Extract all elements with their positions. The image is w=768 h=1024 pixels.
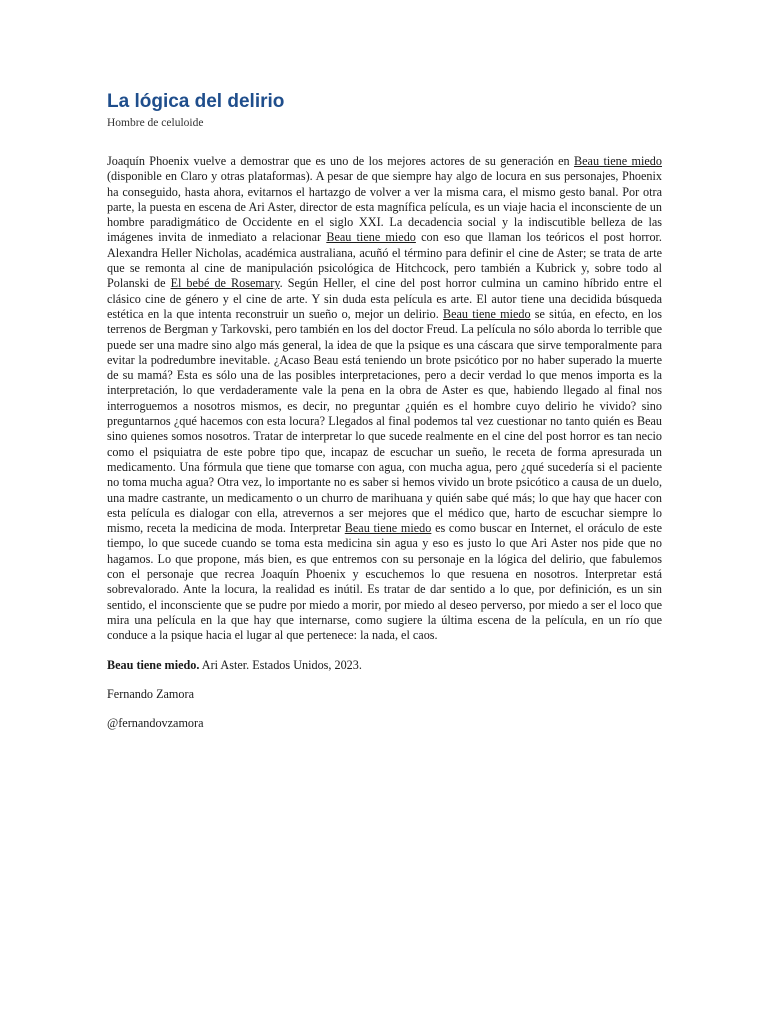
article-subtitle: Hombre de celuloide: [107, 117, 204, 129]
body-text-3: con eso que llaman los teóricos el post horror. Alexandra Heller Nicholas, académica australiana, acuñó el término para definir el cine de Aster; se trata de arte que se remonta al cine de manipulación psicológica de Hitchcock, pero también a Kubrick y, sobre todo al Polanski de: [107, 230, 662, 291]
article: [107, 90, 662, 731]
film-link-2[interactable]: Beau tiene miedo: [326, 230, 416, 245]
film-link-4[interactable]: Beau tiene miedo: [344, 521, 432, 536]
body-text-4: . Según Heller, el cine del post horror culmina un camino híbrido entre el clásico cine de género y el cine de arte. Y sin duda esta película es arte. El autor tiene una decidida búsqueda estética en la que intenta reconstruir un sueño o, mejor un delirio.: [107, 276, 662, 321]
body-text-2: (disponible en Claro y otras plataformas). A pesar de que siempre hay algo de locura en sus personajes, Phoenix ha conseguido, hasta ahora, evitarnos el hartazgo de volver a ver la misma cara, el mismo gesto banal. Por otra parte, la puesta en escena de Ari Aster, director de esta magnífica película, es un viaje hacia el inconsciente de un hombre paradigmático de Occidente en el siglo XXI. La decadencia social y la indiscutible belleza de las imágenes invita de inmediato a relacionar: [107, 169, 662, 245]
film-link-3[interactable]: Beau tiene miedo: [442, 306, 531, 321]
film-credit: [107, 658, 662, 673]
film-credit-title: Beau tiene miedo.: [107, 657, 200, 672]
article-body: [107, 154, 662, 644]
film-link-rosemary[interactable]: El bebé de Rosemary: [170, 276, 280, 291]
film-link-1[interactable]: Beau tiene miedo: [574, 154, 662, 168]
article-title: La lógica del delirio: [107, 91, 285, 112]
author-handle[interactable]: @fernandovzamora: [107, 715, 204, 730]
film-credit-details: Ari Aster. Estados Unidos, 2023.: [199, 657, 362, 672]
body-text-5: se sitúa, en efecto, en los terrenos de Bergman y Tarkovski, pero también en los del doctor Freud. La película no sólo aborda lo terrible que puede ser una madre sino algo más general, la idea de que la psique es una cáscara que sirve temporalmente para evitar la podredumbre inevitable. ¿Acaso Beau está teniendo un brote psicótico por no haber superado la muerte de su mamá? Esta es sólo una de las posibles interpretaciones, pero a decir verdad lo que menos importa es la interpretación, lo que verdaderamente vale la pena en la obra de Aster es que, habiendo llegado al final nos interroguemos a nosotros mismos, es decir, no preguntar ¿quién es el hombre cuyo delirio he vivido? sino preguntarnos ¿qué hacemos con esta locura? Llegados al final podemos tal vez cuestionar no tanto quién es Beau sino quienes somos nosotros. Tratar de interpretar lo que sucede realmente en el cine del post horror es tan necio como el psiquiatra de este pobre tipo que, incapaz de escuchar un sueño, le receta de forma apresurada un medicamento. Una fórmula que tiene que tomarse con agua, con mucha agua, pero ¿qué sucedería si el paciente no toma mucha agua? Otra vez, lo importante no es saber si hemos vivido un brote psicótico a causa de un duelo, una madre castrante, un medicamento o un churro de marihuana y quién sabe qué más; lo que hay que hacer con esta película es dialogar con ella, atrevernos a ser mejores que el médico que, harto de escuchar siempre lo mismo, receta la medicina de moda. Interpretar: [107, 306, 662, 536]
body-text-1: Joaquín Phoenix vuelve a demostrar que es uno de los mejores actores de su generación en: [107, 154, 574, 168]
author-name: Fernando Zamora: [107, 686, 194, 701]
body-text-6: es como buscar en Internet, el oráculo de este tiempo, lo que sucede cuando se toma esta medicina sin agua y eso es justo lo que Ari Aster nos pide que no hagamos. Lo que propone, más bien, es que entremos con su personaje en la lógica del delirio, que fabulemos con el personaje que recrea Joaquín Phoenix y escuchemos lo que resuena en nosotros. Interpretar está sobrevalorado. Ante la locura, la realidad es inútil. Es tratar de dar sentido a lo que, por definición, es un sin sentido, el inconsciente que se pudre por miedo a morir, por miedo al deseo perverso, por miedo a ser el loco que mira una película en la que hay que internarse, como sugiere la última escena de la película, en un río que conduce a la psique hacia el lugar al que pertenece: la nada, el caos.: [107, 521, 662, 643]
